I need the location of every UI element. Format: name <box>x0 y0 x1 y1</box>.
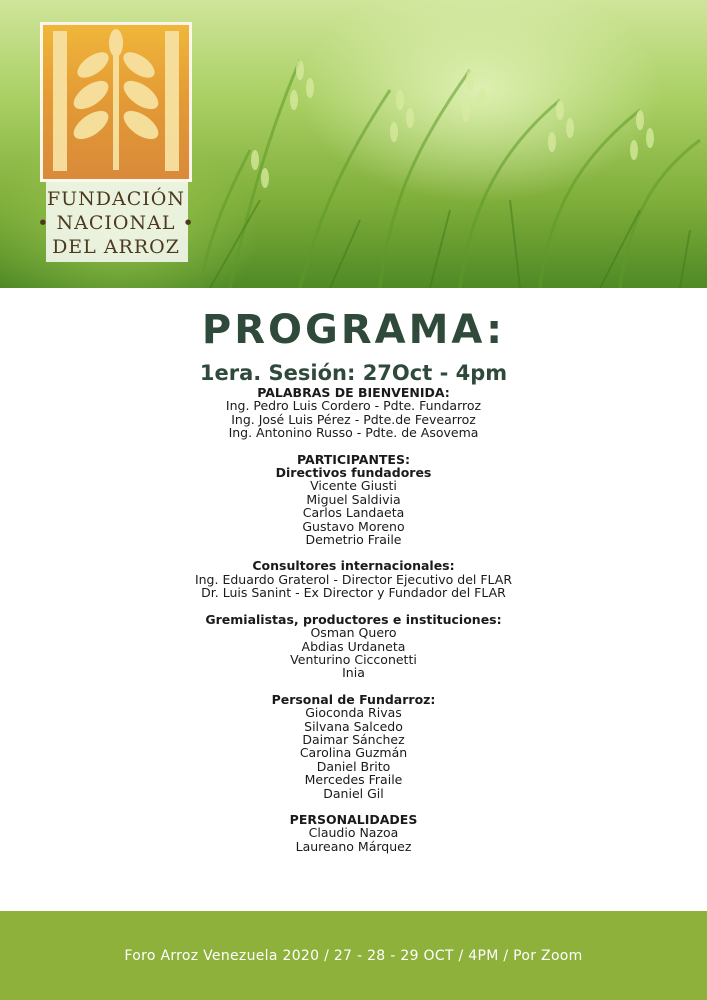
list-item: Osman Quero <box>310 625 397 641</box>
list-item: Vicente Giusti <box>310 478 397 494</box>
list-item: Silvana Salcedo <box>304 718 403 734</box>
rice-field-banner <box>0 0 707 288</box>
list-item: Ing. Eduardo Graterol - Director Ejecutivo del FLAR <box>194 571 513 587</box>
participants-heading: PARTICIPANTES: <box>297 451 410 467</box>
list-item: Venturino Cicconetti <box>290 651 417 667</box>
consultants-section <box>0 559 707 599</box>
personalities-heading: PERSONALIDADES <box>289 811 418 827</box>
list-item: Gustavo Moreno <box>302 518 405 534</box>
program-title: PROGRAMA: <box>201 307 506 353</box>
guilds-heading: Gremialistas, productores e instituciones: <box>205 611 502 627</box>
fundacion-logo <box>36 22 196 267</box>
logo-line-2: • NACIONAL • <box>37 212 195 234</box>
list-item: Daimar Sánchez <box>302 731 405 747</box>
list-item: Laureano Márquez <box>295 838 412 854</box>
list-item: Daniel Gil <box>323 785 384 801</box>
rice-leaf-icon <box>43 25 189 179</box>
footer-text: Foro Arroz Venezuela 2020 / 27 - 28 - 29 OCT / 4PM / Por Zoom <box>124 948 583 964</box>
list-item: Demetrio Fraile <box>305 532 402 548</box>
logo-line-1: FUNDACIÓN <box>46 188 186 210</box>
founders-heading: Directivos fundadores <box>275 465 432 481</box>
list-item: Carlos Landaeta <box>302 505 405 521</box>
session-heading: 1era. Sesión: 27Oct - 4pm <box>199 361 508 385</box>
list-item: Abdias Urdaneta <box>301 638 406 654</box>
welcome-heading: PALABRAS DE BIENVENIDA: <box>257 385 450 400</box>
list-item: Mercedes Fraile <box>304 772 403 788</box>
personalities-section <box>0 813 707 853</box>
list-item: Daniel Brito <box>316 758 391 774</box>
list-item: Claudio Nazoa <box>308 825 399 841</box>
welcome-section <box>0 386 707 440</box>
participants-section <box>0 453 707 547</box>
list-item: Gioconda Rivas <box>305 705 402 721</box>
consultants-heading: Consultores internacionales: <box>252 558 455 574</box>
list-item: Miguel Saldivia <box>306 491 401 507</box>
list-item: Inia <box>342 665 365 681</box>
logo-line-3: DEL ARROZ <box>52 236 180 258</box>
list-item: Ing. José Luis Pérez - Pdte.de Fevearroz <box>231 411 476 427</box>
logo-emblem <box>40 22 192 182</box>
list-item: Ing. Pedro Luis Cordero - Pdte. Fundarroz <box>225 398 482 414</box>
list-item: Dr. Luis Sanint - Ex Director y Fundador del FLAR <box>201 585 506 601</box>
list-item: Ing. Antonino Russo - Pdte. de Asovema <box>228 425 479 441</box>
list-item: Carolina Guzmán <box>299 745 408 761</box>
guilds-section <box>0 613 707 680</box>
staff-section <box>0 693 707 800</box>
footer-banner <box>0 911 707 1000</box>
staff-heading: Personal de Fundarroz: <box>271 691 436 707</box>
program-content <box>0 300 707 853</box>
